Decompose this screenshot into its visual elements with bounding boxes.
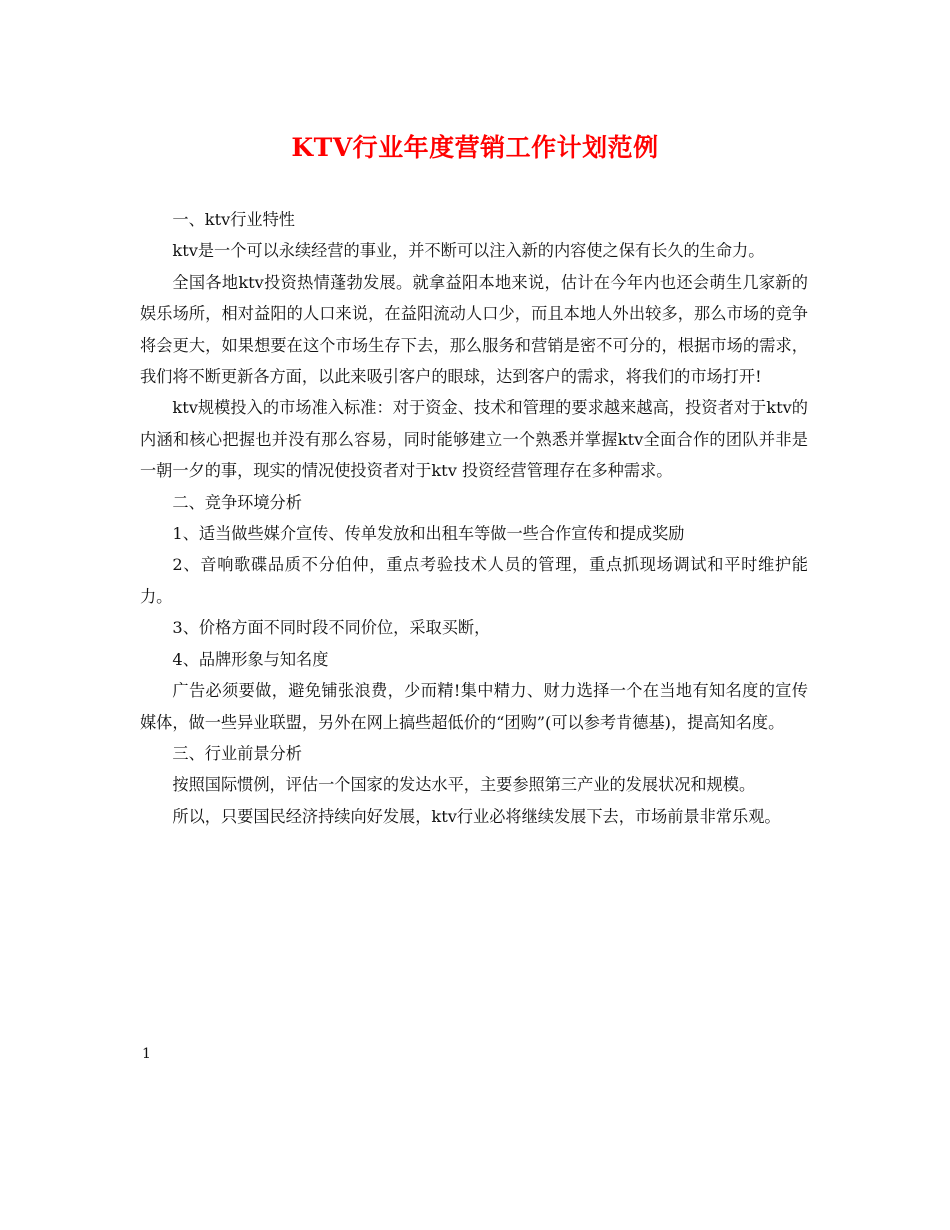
section-heading-competition: 二、竞争环境分析 (172, 492, 302, 512)
section-heading-outlook: 三、行业前景分析 (172, 743, 302, 763)
document-body (140, 204, 808, 832)
list-item-media-promotion: 1、适当做些媒介宣传、传单发放和出租车等做一些合作宣传和提成奖励 (172, 524, 685, 544)
paragraph-market-entry: ktv规模投入的市场准入标准：对于资金、技术和管理的要求越来越高，投资者对于ktv的内涵和核心把握也并没有那么容易，同时能够建立一个熟悉并掌握ktv全面合作的团队并非是一朝一夕的事，现实的情况使投资者对于ktv 投资经营管理存在多种需求。 (140, 398, 808, 481)
section-heading-industry-traits: 一、ktv行业特性 (172, 210, 295, 229)
list-item-audio-quality: 2、音响歌碟品质不分伯仲，重点考验技术人员的管理，重点抓现场调试和平时维护能力。 (140, 555, 808, 606)
page-number: 1 (142, 1046, 151, 1062)
list-item-pricing: 3、价格方面不同时段不同价位，采取买断， (172, 618, 491, 638)
document-title: KTV行业年度营销工作计划范例 (291, 133, 659, 162)
paragraph-ktv-business: ktv是一个可以永续经营的事业，并不断可以注入新的内容使之保有长久的生命力。 (172, 241, 765, 261)
paragraph-conclusion: 所以，只要国民经济持续向好发展，ktv行业必将继续发展下去，市场前景非常乐观。 (172, 806, 781, 826)
paragraph-international-practice: 按照国际惯例，评估一个国家的发达水平，主要参照第三产业的发展状况和规模。 (172, 775, 756, 795)
paragraph-advertising: 广告必须要做，避免铺张浪费，少而精!集中精力、财力选择一个在当地有知名度的宣传媒体，做一些异业联盟，另外在网上搞些超低价的“团购”(可以参考肯德基)，提高知名度。 (140, 681, 808, 732)
list-item-brand-image: 4、品牌形象与知名度 (172, 649, 329, 669)
paragraph-investment-trend: 全国各地ktv投资热情蓬勃发展。就拿益阳本地来说，估计在今年内也还会萌生几家新的娱乐场所，相对益阳的人口来说，在益阳流动人口少，而且本地人外出较多，那么市场的竞争将会更大，如果想要在这个市场生存下去，那么服务和营销是密不可分的，根据市场的需求，我们将不断更新各方面，以此来吸引客户的眼球，达到客户的需求，将我们的市场打开! (140, 272, 808, 387)
